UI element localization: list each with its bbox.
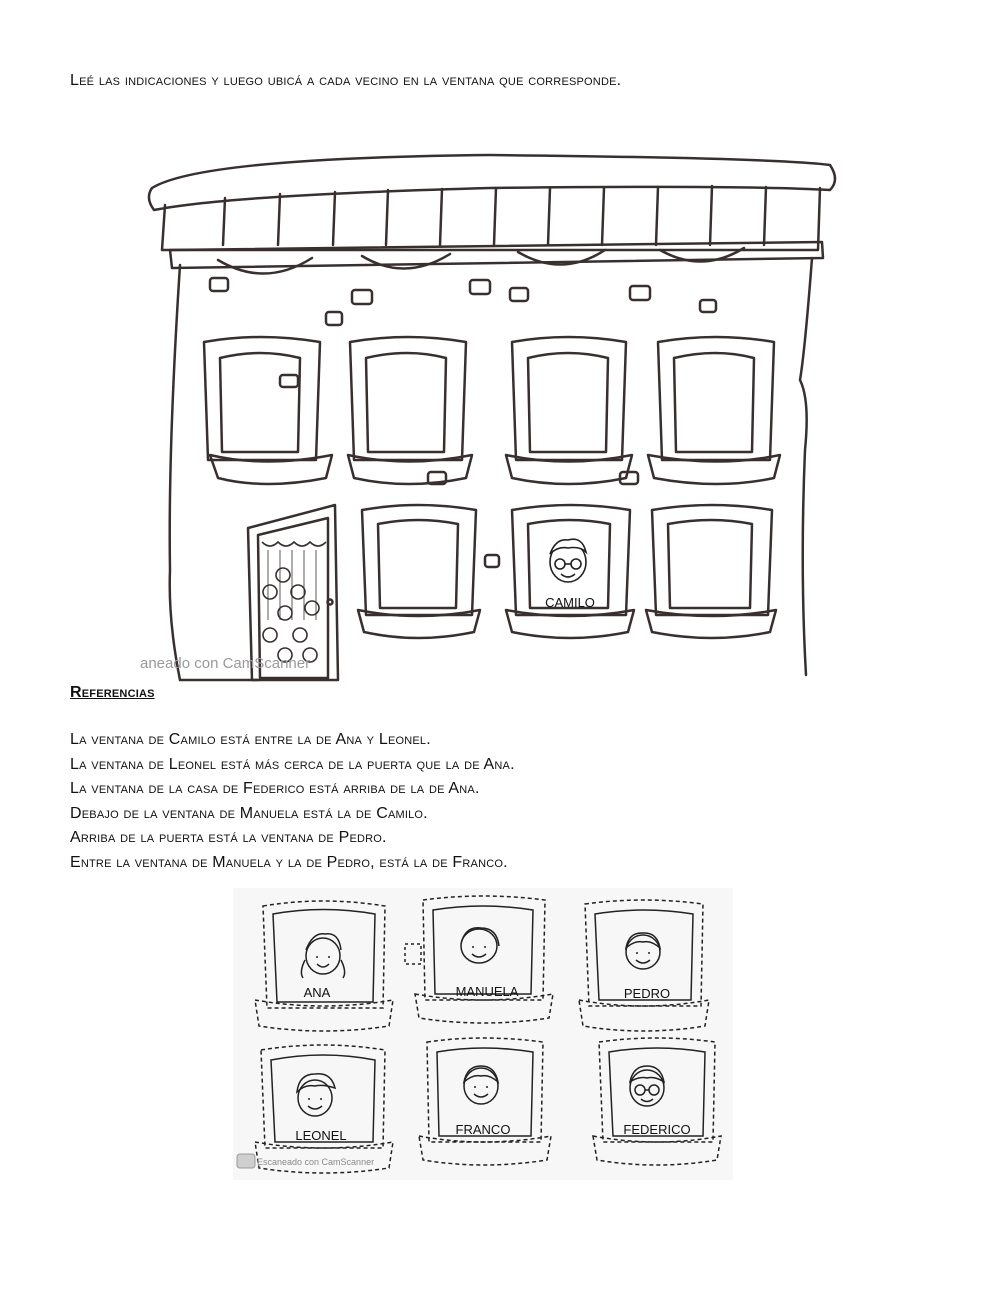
clue-item: La ventana de Camilo está entre la de Ana y Leonel. [70, 731, 431, 748]
house-watermark: aneado con CamScanner [140, 655, 311, 672]
clue-item: Arriba de la puerta está la ventana de Pedro. [70, 829, 387, 846]
clue-item: La ventana de Leonel está más cerca de la puerta que la de Ana. [70, 755, 515, 773]
cutout-label-manuela: MANUELA [455, 984, 519, 999]
clue-item: Debajo de la ventana de Manuela está la de Camilo. [70, 804, 428, 822]
cutout-label-ana: ANA [303, 985, 331, 1000]
clues-list [70, 728, 515, 875]
clue-item: Entre la ventana de Manuela y la de Pedro, está la de Franco. [70, 853, 508, 871]
cutout-windows [233, 888, 733, 1180]
cutout-label-pedro: PEDRO [623, 986, 671, 1001]
references-title: Referencias [70, 684, 155, 701]
cutouts-watermark: Escaneado con CamScanner [257, 1157, 375, 1167]
clue-item: La ventana de la casa de Federico está arriba de la de Ana. [70, 780, 480, 797]
house-camilo-label: CAMILO [545, 595, 595, 610]
camilo-face-icon [550, 539, 586, 582]
instruction-text: Leé las indicaciones y luego ubicá a cada vecino en la ventana que corresponde. [70, 72, 622, 89]
cutout-label-franco: FRANCO [455, 1122, 511, 1137]
cutout-label-leonel: LEONEL [295, 1128, 347, 1143]
house-illustration [140, 150, 850, 685]
cutout-label-federico: FEDERICO [623, 1122, 691, 1137]
